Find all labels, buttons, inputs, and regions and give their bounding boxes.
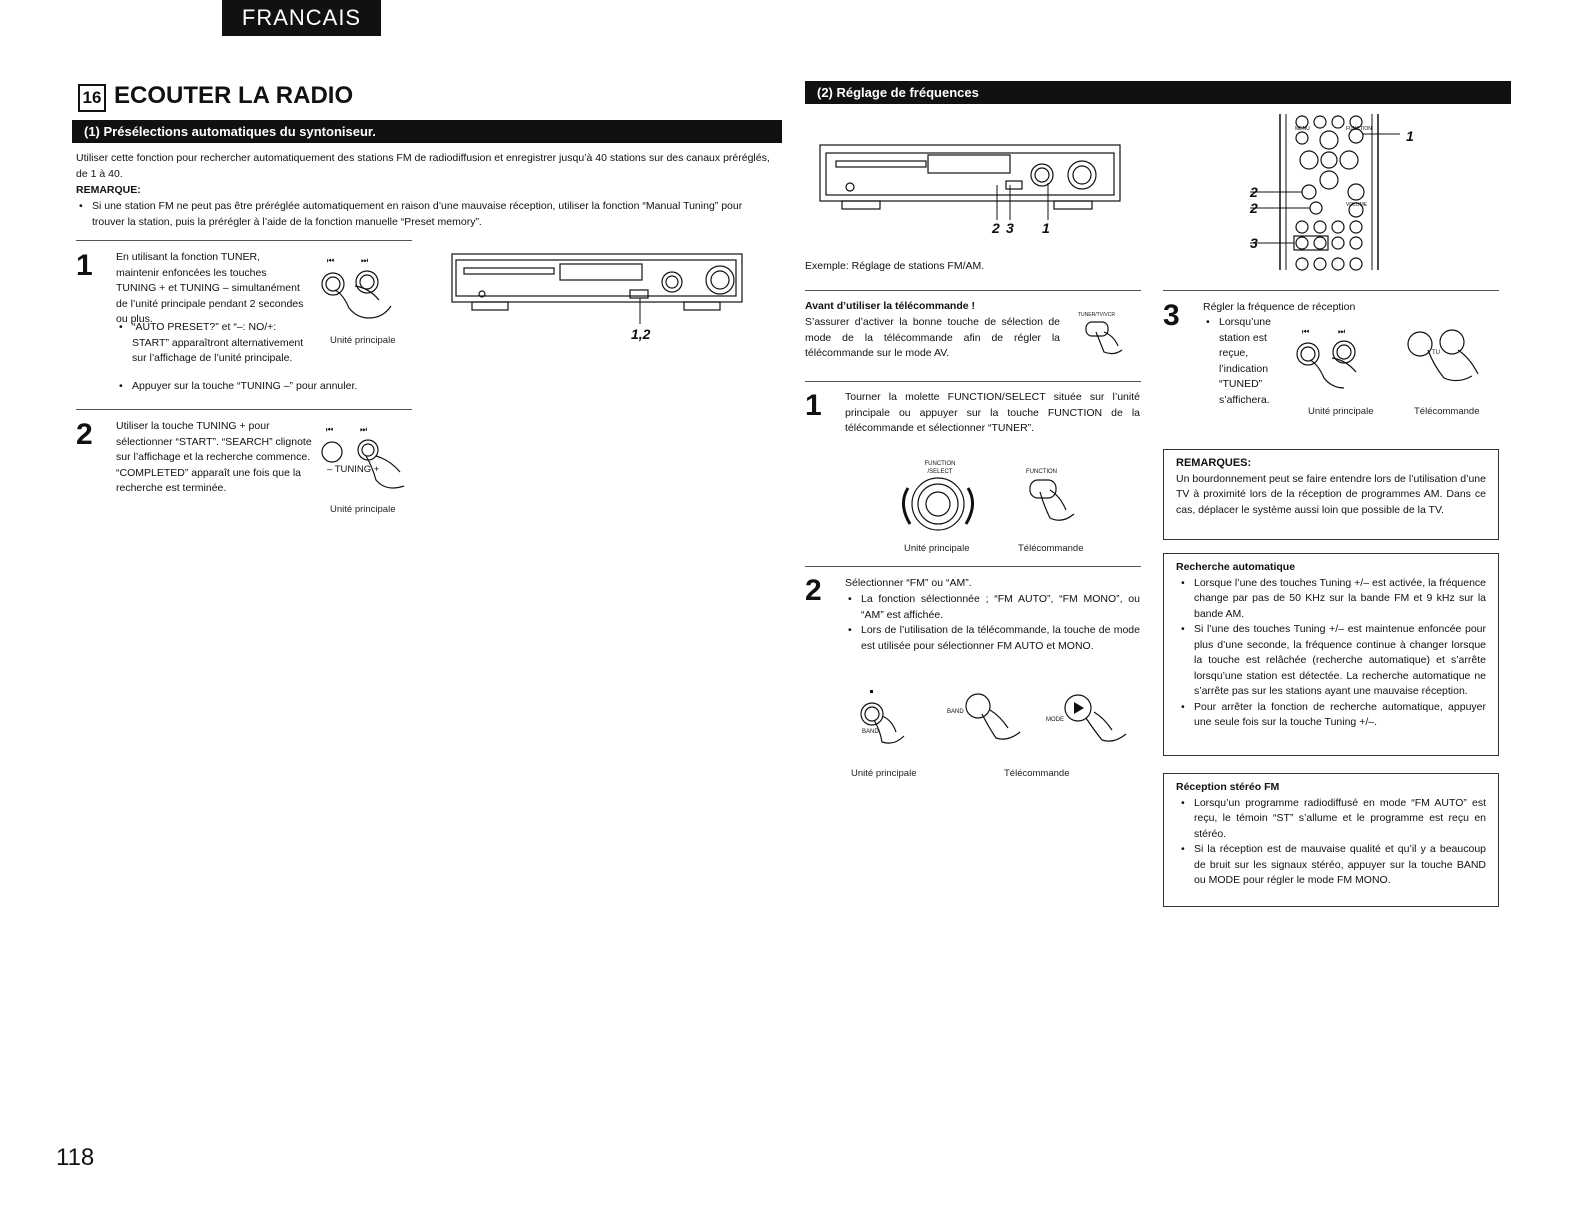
unit-callout: 1,2	[631, 326, 651, 342]
step1-caption: Unité principale	[330, 335, 396, 346]
step-number: 3	[1163, 299, 1180, 332]
step2-bullet1: • La fonction sélectionnée ; “FM AUTO”, “FM MONO”, ou “AM” est affichée.	[861, 592, 1140, 623]
caption-remote: Télécommande	[1018, 543, 1084, 554]
caption-unit: Unité principale	[904, 543, 970, 554]
svg-text:⏮: ⏮	[327, 256, 335, 265]
step1-bullet1: • “AUTO PRESET?” et “–: NO/+: START” apparaîtront alternativement sur l’affichage de l’unité principale.	[132, 320, 306, 367]
tuning-buttons-hand-illustration	[315, 256, 410, 336]
example-text: Exemple: Réglage de stations FM/AM.	[805, 260, 985, 272]
caption-remote: Télécommande	[1414, 406, 1480, 417]
caption-unit: Unité principale	[851, 768, 917, 779]
svg-text:⏭: ⏭	[1338, 327, 1346, 336]
step2-bullets	[845, 592, 1140, 654]
unit-callout-3: 3	[1006, 220, 1014, 236]
svg-text:⏭: ⏭	[361, 256, 369, 265]
remarques-text: Un bourdonnement peut se faire entendre lors de l’utilisation d’une TV à proximité lors de la réception de programmes AM. Dans ce cas, déplacer le système aussi loin que possible de la TV.	[1176, 472, 1486, 516]
auto-search-bullet3: • Pour arrêter la fonction de recherche automatique, appuyer une seule fois sur la touche Tuning +/–.	[1194, 700, 1486, 731]
step1-bullet2: • Appuyer sur la touche “TUNING –” pour annuler.	[132, 379, 406, 395]
mode-remote-hand-illustration	[1062, 692, 1130, 750]
band-label: BAND	[862, 729, 879, 735]
step-number: 2	[805, 574, 822, 607]
tuning-plus-hand-illustration	[318, 424, 413, 502]
main-unit-illustration	[452, 252, 744, 320]
divider	[76, 409, 412, 410]
remote-callout-2b: 2	[1250, 200, 1258, 216]
remote-illustration	[1280, 114, 1384, 274]
remote-callout-3: 3	[1250, 235, 1258, 251]
function-button-hand-illustration	[1026, 478, 1090, 538]
remark-text: • Si une station FM ne peut pas être préréglée automatiquement en raison d’une mauvaise réception, utiliser la fonction “Manual Tuning” pour trouver la station, puis la prérégler à l’aide de la fonction manuelle “Preset memory”.	[92, 199, 770, 230]
remote-menu-label: MENU	[1295, 126, 1310, 132]
tu-label: TU	[1432, 350, 1440, 356]
svg-text:⏮: ⏮	[1302, 327, 1310, 336]
svg-text:⏮: ⏮	[326, 425, 334, 434]
step3-bullet1: • Lorsqu’une station est reçue, l’indication “TUNED” s’affichera.	[1219, 315, 1283, 408]
remark	[76, 199, 770, 230]
remarques-box	[1163, 449, 1499, 540]
remote-function-label: FUNCTION	[1346, 126, 1372, 132]
step-number: 2	[76, 418, 93, 451]
remarques-title: REMARQUES:	[1176, 457, 1252, 469]
step1-text: Tourner la molette FUNCTION/SELECT située sur l’unité principale ou appuyer sur la touche FUNCTION de la télécommande et sélectionner “TUNER”.	[845, 391, 1140, 434]
remote-tuning-hand-illustration	[1398, 328, 1498, 404]
page-number: 118	[56, 1144, 95, 1171]
stereo-title: Réception stéréo FM	[1176, 781, 1280, 793]
stereo-bullet1: • Lorsqu’un programme radiodiffusé en mode “FM AUTO” est reçu, le témoin “ST” s’allume et le programme est reçu en stéréo.	[1194, 796, 1486, 843]
before-text: S’assurer d’activer la bonne touche de sélection de mode de la télécommande afin de régler la télécommande sur le mode AV.	[805, 316, 1060, 359]
tuning-label: – TUNING +	[327, 464, 380, 475]
auto-search-bullet2: • Si l’une des touches Tuning +/– est maintenue enfoncée pour plus d’une seconde, la fréquence continue à changer lorsque la touche est relâchée (recherche automatique) et s’arrête lorsqu’une station est détectée. La recherche automatique ne s’arrête pas sur les stations ayant une mauvaise réception.	[1194, 622, 1486, 700]
caption-unit: Unité principale	[1308, 406, 1374, 417]
knob-label: FUNCTION /SELECT	[924, 461, 956, 475]
tuning-buttons-hand-illustration	[1292, 326, 1382, 402]
band-button-hand-illustration	[856, 690, 910, 750]
step3-bullets	[1203, 315, 1283, 408]
stereo-bullet2: • Si la réception est de mauvaise qualité et qu’il y a beaucoup de bruit sur les signaux stéréo, appuyer sur la touche BAND ou MODE pour régler le mode FM MONO.	[1194, 842, 1486, 889]
section-number: 16	[78, 84, 106, 112]
mode-label: MODE	[1046, 717, 1064, 723]
stereo-box	[1163, 773, 1499, 907]
band-remote-hand-illustration	[962, 692, 1026, 750]
remote-callout-2a: 2	[1250, 184, 1258, 200]
part2-bar: (2) Réglage de fréquences	[805, 81, 1511, 104]
main-unit-illustration	[820, 145, 1122, 215]
step-number: 1	[76, 249, 93, 282]
auto-search-bullet1: • Lorsque l’une des touches Tuning +/– est activée, la fréquence change par pas de 50 KHz sur la bande FM et 9 kHz sur la bande AM.	[1194, 576, 1486, 623]
step1-bullets	[116, 320, 306, 367]
remote-button-hand-icon	[1082, 318, 1132, 358]
step1-bullet2-box	[116, 379, 406, 395]
step1-text: En utilisant la fonction TUNER, maintenir enfoncées les touches TUNING + et TUNING – simultanément de l’unité principale pendant 2 secondes ou plus.	[116, 251, 304, 325]
divider	[76, 240, 412, 241]
before-icon-label: TUNER/TV/VCR	[1078, 312, 1115, 318]
remote-function-button-label: FUNCTION	[1026, 469, 1057, 475]
before-title: Avant d’utiliser la télécommande !	[805, 300, 975, 312]
unit-callout-1: 1	[1042, 220, 1050, 236]
caption-remote: Télécommande	[1004, 768, 1070, 779]
function-select-knob-illustration	[898, 474, 978, 538]
auto-search-title: Recherche automatique	[1176, 561, 1296, 573]
unit-callout-2: 2	[992, 220, 1000, 236]
auto-search-box	[1163, 553, 1499, 756]
remote-volume-label: VOLUME	[1346, 202, 1368, 208]
remark-title: REMARQUE:	[76, 184, 141, 196]
step2-text: Utiliser la touche TUNING + pour sélectionner “START”. “SEARCH” clignote sur l’affichage et la recherche commence. “COMPLETED” apparaît une fois que la recherche est terminée.	[116, 420, 312, 494]
part1-bar: (1) Présélections automatiques du syntoniseur.	[72, 120, 782, 143]
divider	[1163, 290, 1499, 291]
step2-text: Sélectionner “FM” ou “AM”.	[845, 577, 972, 589]
language-tab: FRANCAIS	[222, 0, 381, 36]
divider	[805, 381, 1141, 382]
part1-intro: Utiliser cette fonction pour rechercher automatiquement des stations FM de radiodiffusion et enregistrer jusqu’à 40 stations sur des canaux préréglés, de 1 à 40.	[76, 152, 770, 180]
divider	[805, 566, 1141, 567]
svg-text:⏭: ⏭	[360, 425, 368, 434]
step2-bullet2: • Lors de l’utilisation de la télécommande, la touche de mode est utilisée pour sélectionner FM AUTO et MONO.	[861, 623, 1140, 654]
divider	[805, 290, 1141, 291]
section-title: ECOUTER LA RADIO	[114, 82, 354, 109]
band-remote-label: BAND	[947, 709, 964, 715]
step3-text: Régler la fréquence de réception	[1203, 301, 1356, 313]
step-number: 1	[805, 389, 822, 422]
step2-caption: Unité principale	[330, 504, 396, 515]
remote-callout-1: 1	[1406, 128, 1414, 144]
